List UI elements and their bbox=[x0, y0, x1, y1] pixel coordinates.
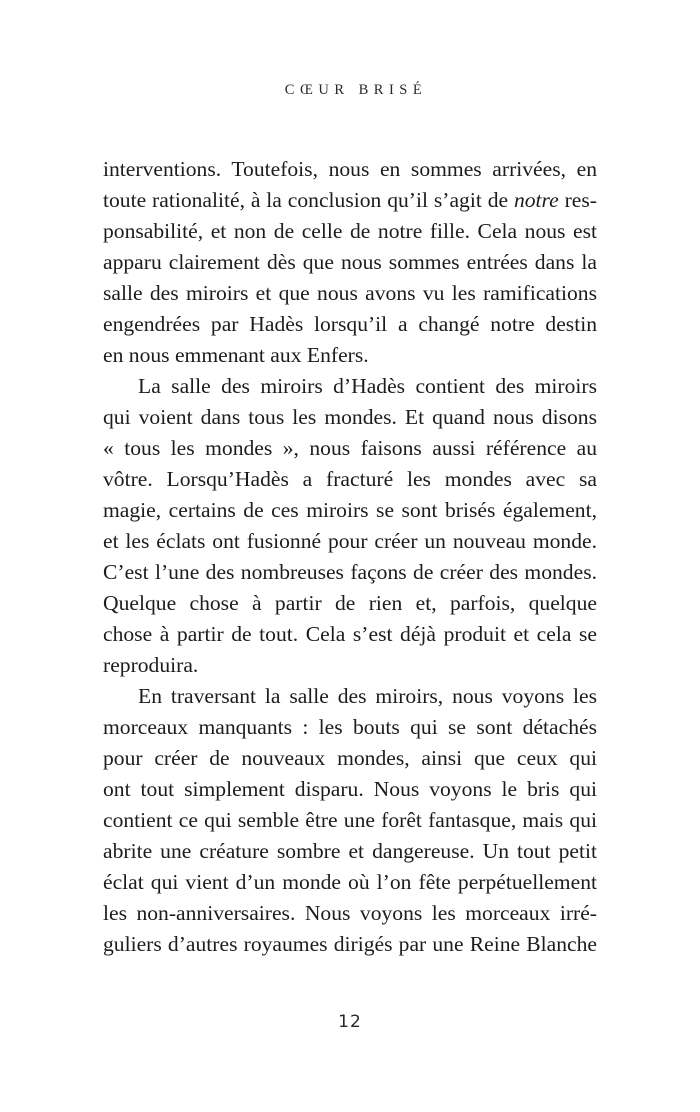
page-number: 12 bbox=[338, 1012, 362, 1032]
text-line: qui voient dans tous les mondes. Et quand nous disons bbox=[103, 405, 597, 429]
text-line: et les éclats ont fusionné pour créer un nouveau monde. bbox=[103, 529, 597, 553]
text-segment: toute rationalité, à la conclusion qu’il s’agit de bbox=[103, 188, 514, 212]
text-line: magie, certains de ces miroirs se sont brisés également, bbox=[103, 498, 597, 522]
paragraph bbox=[103, 154, 597, 371]
text-line: engendrées par Hadès lorsqu’il a changé notre destin bbox=[103, 312, 597, 336]
text-line: « tous les mondes », nous faisons aussi référence au bbox=[103, 436, 597, 460]
text-line: en nous emmenant aux Enfers. bbox=[103, 343, 369, 367]
text-line bbox=[103, 185, 597, 216]
paragraph bbox=[103, 681, 597, 960]
emphasis: notre bbox=[513, 188, 559, 212]
text-line: salle des miroirs et que nous avons vu les ramifications bbox=[103, 281, 597, 305]
text-line: apparu clairement dès que nous sommes entrées dans la bbox=[103, 250, 597, 274]
text-line: ont tout simplement disparu. Nous voyons le bris qui bbox=[103, 777, 597, 801]
text-line: contient ce qui semble être une forêt fantasque, mais qui bbox=[103, 808, 597, 832]
text-line: Quelque chose à partir de rien et, parfois, quelque bbox=[103, 591, 597, 615]
text-line: chose à partir de tout. Cela s’est déjà produit et cela se bbox=[103, 622, 597, 646]
text-line: C’est l’une des nombreuses façons de créer des mondes. bbox=[103, 560, 597, 584]
text-line: pour créer de nouveaux mondes, ainsi que ceux qui bbox=[103, 746, 597, 770]
text-line: La salle des miroirs d’Hadès contient des miroirs bbox=[138, 374, 597, 398]
text-line: les non-anniversaires. Nous voyons les morceaux irré- bbox=[103, 901, 597, 925]
text-line: reproduira. bbox=[103, 653, 199, 677]
text-line: ponsabilité, et non de celle de notre fille. Cela nous est bbox=[103, 219, 597, 243]
text-line: morceaux manquants : les bouts qui se sont détachés bbox=[103, 715, 597, 739]
running-header: CŒUR BRISÉ bbox=[284, 82, 428, 98]
text-line: vôtre. Lorsqu’Hadès a fracturé les mondes avec sa bbox=[103, 467, 597, 491]
text-line: guliers d’autres royaumes dirigés par une Reine Blanche bbox=[103, 932, 597, 956]
paragraph bbox=[103, 371, 597, 681]
text-line: interventions. Toutefois, nous en sommes arrivées, en bbox=[103, 157, 597, 181]
text-line: En traversant la salle des miroirs, nous voyons les bbox=[138, 684, 597, 708]
text-line: abrite une créature sombre et dangereuse. Un tout petit bbox=[103, 839, 597, 863]
text-segment: res- bbox=[558, 188, 597, 212]
text-line: éclat qui vient d’un monde où l’on fête perpétuellement bbox=[103, 870, 597, 894]
body-text bbox=[103, 154, 597, 960]
